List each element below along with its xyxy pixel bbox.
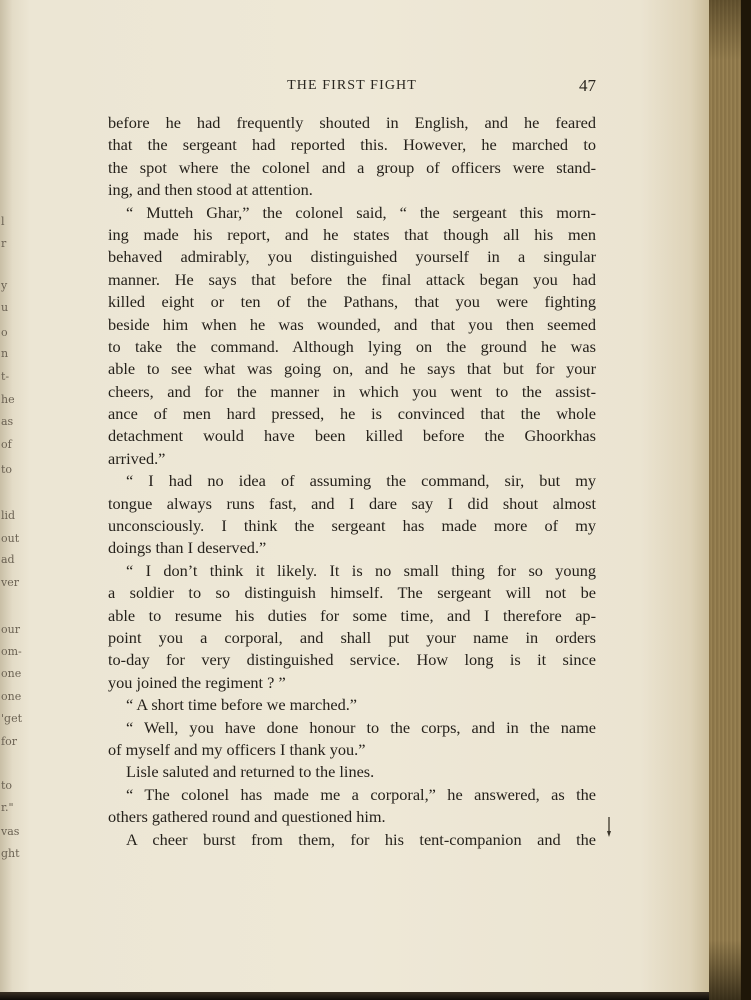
scan-bottom-shadow: [0, 992, 709, 1000]
bleed-through-fragment: ver: [1, 576, 19, 589]
bleed-through-fragment: l: [1, 215, 5, 228]
text-line: beside him when he was wounded, and that you then seemed: [108, 314, 596, 334]
book-cover-edge: [741, 0, 751, 1000]
bleed-through-fragment: lid: [1, 509, 16, 522]
margin-pencil-mark: [606, 816, 612, 838]
bleed-through-fragment: 'get: [1, 712, 22, 725]
text-line: to-day for very distinguished service. How long is it since: [108, 650, 596, 670]
text-line: behaved admirably, you distinguished yourself in a singular: [108, 247, 596, 267]
running-head: [108, 78, 596, 98]
text-line: ing, and then stood at attention.: [108, 180, 313, 200]
text-line: of myself and my officers I thank you.”: [108, 739, 366, 759]
body-text: [108, 112, 596, 851]
bleed-through-fragment: one: [1, 667, 22, 680]
text-line: “ I don’t think it likely. It is no small thing for so young: [126, 560, 596, 580]
bleed-through-fragment: to: [1, 463, 13, 476]
bleed-through-fragment: for: [1, 735, 17, 748]
page-number: 47: [579, 76, 596, 95]
bleed-through-fragment: ad: [1, 553, 15, 566]
bleed-through-fragment: out: [1, 532, 20, 545]
text-line: detachment would have been killed before the Ghoorkhas: [108, 426, 596, 446]
text-line: that the sergeant had reported this. However, he marched to: [108, 135, 596, 155]
running-head-title: THE FIRST FIGHT: [287, 78, 417, 93]
text-line: ing made his report, and he states that though all his men: [108, 224, 596, 244]
text-line: able to resume his duties for some time, and I therefore ap-: [108, 605, 596, 625]
facing-page-bleed-through: [0, 195, 22, 895]
text-line: “ Mutteh Ghar,” the colonel said, “ the sergeant this morn-: [126, 202, 596, 222]
bleed-through-fragment: o: [1, 326, 8, 339]
text-line: “ I had no idea of assuming the command, sir, but my: [126, 471, 596, 491]
text-line: others gathered round and questioned him.: [108, 807, 386, 827]
bleed-through-fragment: t-: [1, 370, 10, 383]
text-line: the spot where the colonel and a group of officers were stand-: [108, 157, 596, 177]
text-line: tongue always runs fast, and I dare say I did shout almost: [108, 493, 596, 513]
bleed-through-fragment: ght: [1, 847, 20, 860]
text-line: “ The colonel has made me a corporal,” he answered, as the: [126, 784, 596, 804]
bleed-through-fragment: om-: [1, 645, 22, 658]
text-line: able to see what was going on, and he says that but for your: [108, 359, 596, 379]
bleed-through-fragment: he: [1, 393, 15, 406]
text-line: arrived.”: [108, 448, 166, 468]
bleed-through-fragment: as: [1, 415, 14, 428]
bleed-through-fragment: n: [1, 347, 9, 360]
text-line: cheers, and for the manner in which you went to the assist-: [108, 381, 596, 401]
bleed-through-fragment: r.": [1, 801, 14, 814]
text-line: you joined the regiment ? ”: [108, 672, 286, 692]
bleed-through-fragment: our: [1, 623, 20, 636]
bleed-through-fragment: r: [1, 237, 7, 250]
bleed-through-fragment: y: [1, 279, 8, 292]
text-line: manner. He says that before the final attack began you had: [108, 269, 596, 289]
text-line: Lisle saluted and returned to the lines.: [126, 762, 375, 782]
text-line: “ A short time before we marched.”: [126, 695, 358, 715]
bleed-through-fragment: u: [1, 301, 9, 314]
bleed-through-fragment: to: [1, 779, 13, 792]
bleed-through-fragment: vas: [1, 825, 20, 838]
text-line: before he had frequently shouted in English, and he feared: [108, 113, 596, 132]
text-line: ance of men hard pressed, he is convinced that the whole: [108, 404, 596, 424]
text-line: a soldier to so distinguish himself. The sergeant will not be: [108, 583, 596, 603]
text-line: unconsciously. I think the sergeant has made more of my: [108, 516, 596, 536]
bleed-through-fragment: of: [1, 438, 12, 451]
text-line: point you a corporal, and shall put your name in orders: [108, 627, 596, 647]
text-line: A cheer burst from them, for his tent-companion and the: [126, 829, 596, 849]
text-line: doings than I deserved.”: [108, 538, 267, 558]
bleed-through-fragment: one: [1, 690, 22, 703]
text-line: killed eight or ten of the Pathans, that you were fighting: [108, 292, 596, 312]
text-line: “ Well, you have done honour to the corps, and in the name: [126, 717, 596, 737]
text-line: to take the command. Although lying on the ground he was: [108, 336, 596, 356]
